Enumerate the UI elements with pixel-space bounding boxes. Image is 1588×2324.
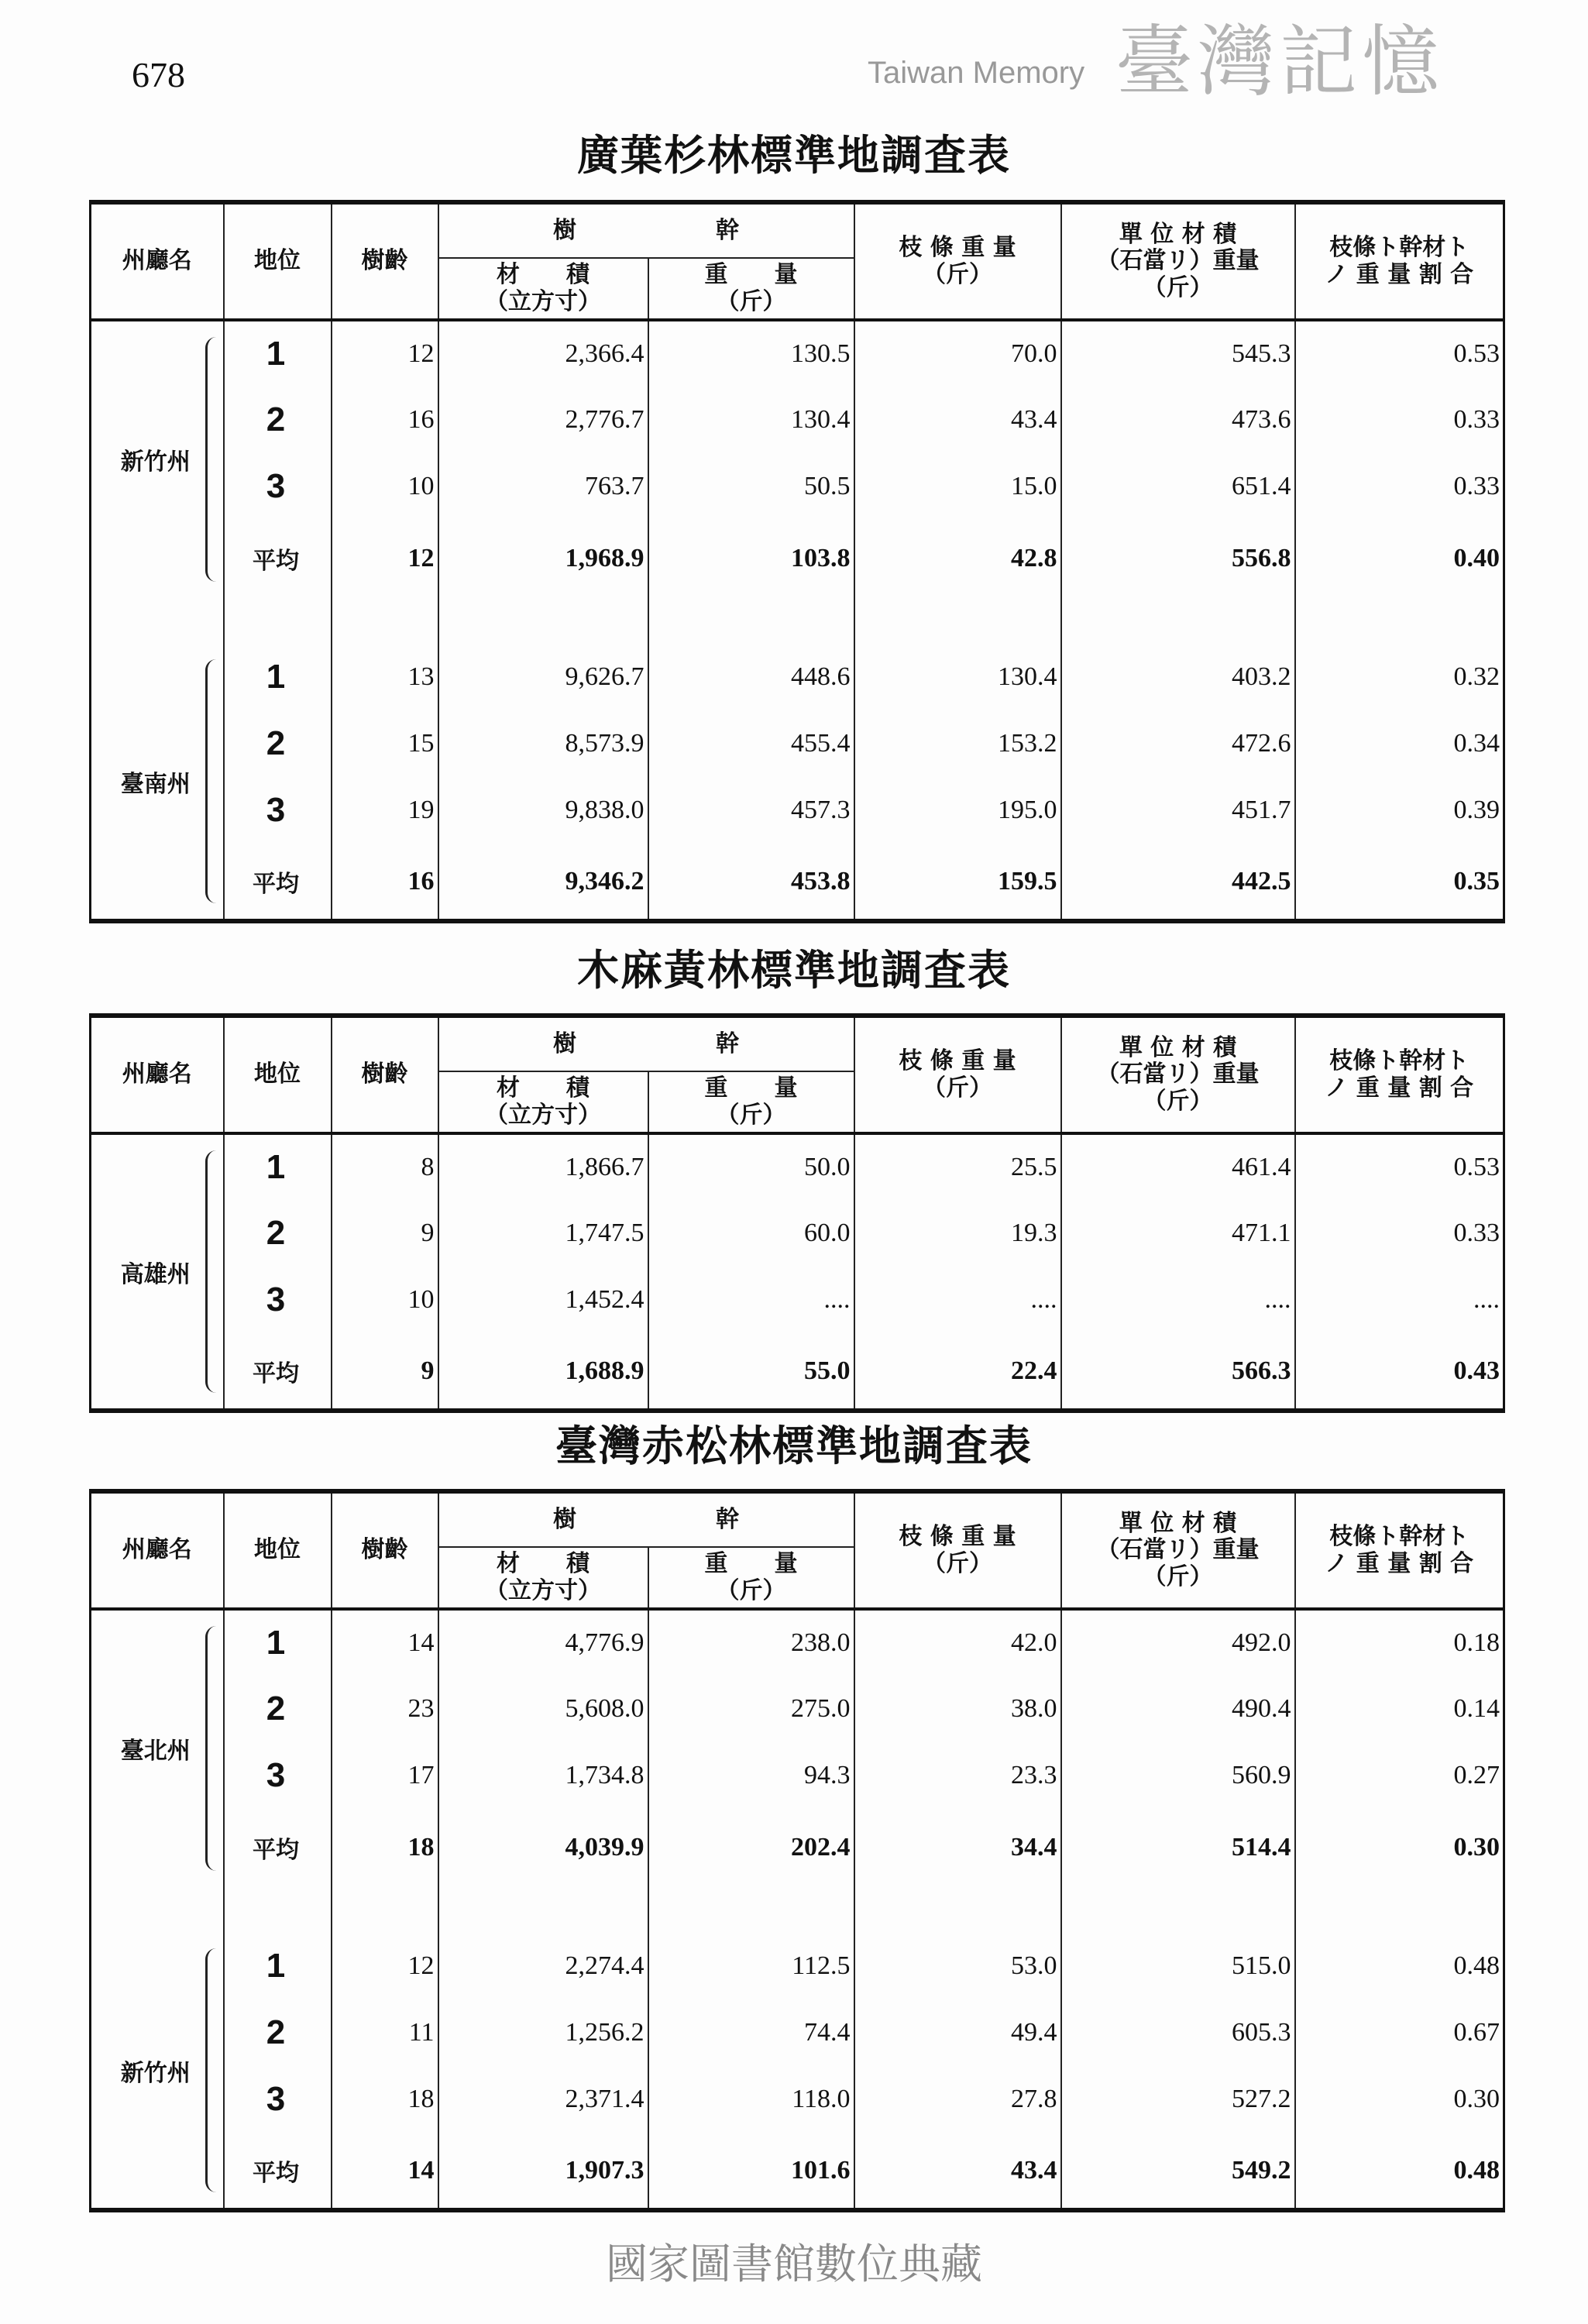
tree-age-cell: 10 [332,453,438,520]
header-text: 枝條ト幹材ト [1329,234,1469,261]
header-text: （石當リ）重量 [1096,1536,1260,1564]
stem-weight-cell: 453.8 [648,844,854,921]
spacer [332,1886,438,1933]
weight-ratio-cell: 0.33 [1295,453,1504,520]
unit-weight-cell: 514.4 [1061,1809,1295,1886]
header-branch-weight [854,1016,1061,1133]
header-volume [438,258,648,320]
weight-ratio-cell: 0.53 [1295,1133,1504,1200]
grade-cell: 3 [224,2066,332,2133]
tree-age-cell: 9 [332,1333,438,1411]
volume-cell: 1,256.2 [438,1999,648,2066]
header-text: 枝條ト幹材ト [1329,1047,1469,1074]
header-text: 重 量 [704,261,798,288]
table-row [91,1676,1504,1742]
stem-weight-cell: 74.4 [648,1999,854,2066]
survey-table-1 [89,200,1505,923]
grade-cell: 3 [224,777,332,844]
tree-age-cell: 8 [332,1133,438,1200]
region-label: 高雄州 [120,1260,191,1288]
stem-weight-cell: 202.4 [648,1809,854,1886]
unit-weight-cell: 492.0 [1061,1609,1295,1676]
unit-weight-cell: 556.8 [1061,520,1295,597]
branch-weight-cell: 42.0 [854,1609,1061,1676]
header-text: 州廳名 [122,1536,192,1564]
grade-cell: 3 [224,1267,332,1333]
header-text: ノ 重 量 割 合 [1325,260,1474,288]
stem-weight-cell: 103.8 [648,520,854,597]
header-stem-weight [648,1071,854,1133]
header-weight-ratio [1295,1016,1504,1133]
table-row [91,844,1504,921]
watermark: 臺灣記憶 [1115,16,1444,107]
header-region [91,1016,224,1133]
table-title-2: 木麻黃林標準地調査表 [577,945,1011,995]
weight-ratio-cell: 0.43 [1295,1333,1504,1411]
spacer [438,1886,648,1933]
grade-cell: 2 [224,710,332,777]
table-row [91,1809,1504,1886]
header-weight-ratio [1295,1491,1504,1609]
header-unit-weight [1061,202,1295,320]
header-text: （立方寸） [485,287,601,315]
stem-weight-cell: 55.0 [648,1333,854,1411]
header-age [332,1016,438,1133]
weight-ratio-cell: 0.67 [1295,1999,1504,2066]
unit-weight-cell: 515.0 [1061,1933,1295,1999]
branch-weight-cell: 153.2 [854,710,1061,777]
grade-cell: 2 [224,1200,332,1267]
header-branch-weight [854,202,1061,320]
volume-cell: 2,274.4 [438,1933,648,1999]
stem-weight-cell: 130.4 [648,387,854,453]
header-text: ノ 重 量 割 合 [1325,1074,1474,1102]
weight-ratio-cell: 0.27 [1295,1742,1504,1809]
weight-ratio-cell: 0.33 [1295,1200,1504,1267]
stem-weight-cell: 457.3 [648,777,854,844]
tree-age-cell: 13 [332,644,438,710]
unit-weight-cell: 471.1 [1061,1200,1295,1267]
spacer [224,597,332,644]
grade-cell: 1 [224,644,332,710]
watermark-subtext: Taiwan Memory [868,56,1085,90]
spacer [1061,1886,1295,1933]
header-text: （斤） [923,1549,992,1577]
header-text: 樹 幹 [553,216,739,244]
branch-weight-cell: 25.5 [854,1133,1061,1200]
tree-age-cell: 23 [332,1676,438,1742]
brace-icon [205,1948,218,2192]
weight-ratio-cell: 0.35 [1295,844,1504,921]
tree-age-cell: 12 [332,520,438,597]
grade-cell: 2 [224,1999,332,2066]
weight-ratio-cell: 0.34 [1295,710,1504,777]
table-row [91,453,1504,520]
branch-weight-cell: 43.4 [854,2133,1061,2210]
weight-ratio-cell: 0.30 [1295,1809,1504,1886]
stem-weight-cell: 448.6 [648,644,854,710]
volume-cell: 1,866.7 [438,1133,648,1200]
header-text: 樹齡 [361,1061,408,1088]
volume-cell: 1,968.9 [438,520,648,597]
stem-weight-cell: 130.5 [648,320,854,387]
volume-cell: 1,734.8 [438,1742,648,1809]
volume-cell: 5,608.0 [438,1676,648,1742]
header-text: 樹齡 [361,1536,408,1564]
region-name [91,644,224,921]
branch-weight-cell: 53.0 [854,1933,1061,1999]
region-name [91,1133,224,1411]
volume-cell: 1,452.4 [438,1267,648,1333]
branch-weight-cell: 19.3 [854,1200,1061,1267]
region-label: 臺南州 [120,770,191,798]
header-stem [438,1491,854,1547]
header-text: （石當リ）重量 [1096,247,1260,275]
brace-icon [205,1150,218,1393]
branch-weight-cell: 42.8 [854,520,1061,597]
grade-cell: 1 [224,1609,332,1676]
header-text: （斤） [716,1576,786,1604]
weight-ratio-cell: 0.48 [1295,1933,1504,1999]
unit-weight-cell: 566.3 [1061,1333,1295,1411]
stem-weight-cell: 455.4 [648,710,854,777]
header-text: （斤） [923,1074,992,1102]
table-row [91,1133,1504,1200]
spacer [1295,597,1504,644]
grade-cell: 1 [224,320,332,387]
branch-weight-cell: 22.4 [854,1333,1061,1411]
tree-age-cell: 10 [332,1267,438,1333]
grade-cell: 1 [224,1133,332,1200]
unit-weight-cell: 651.4 [1061,453,1295,520]
header-text: 州廳名 [122,1061,192,1088]
header-text: 地位 [254,1061,301,1088]
unit-weight-cell: 527.2 [1061,2066,1295,2133]
branch-weight-cell: 49.4 [854,1999,1061,2066]
table-title-3: 臺灣赤松林標準地調査表 [555,1421,1033,1470]
header-stem-weight [648,1547,854,1609]
branch-weight-cell: 43.4 [854,387,1061,453]
grade-cell: 2 [224,1676,332,1742]
table-row [91,320,1504,387]
spacer [648,597,854,644]
survey-table-2 [89,1013,1505,1413]
spacer [1295,1886,1504,1933]
table-row [91,2133,1504,2210]
header-stem [438,1016,854,1071]
branch-weight-cell: 34.4 [854,1809,1061,1886]
header-text: 樹 幹 [553,1030,739,1057]
header-text: 地位 [254,1536,301,1564]
grade-cell: 3 [224,453,332,520]
region-name [91,1609,224,1886]
spacer [91,1886,224,1933]
table-row [91,1609,1504,1676]
volume-cell: 8,573.9 [438,710,648,777]
header-region [91,202,224,320]
header-text: （斤） [1143,1563,1213,1590]
table-row [91,2066,1504,2133]
tree-age-cell: 16 [332,844,438,921]
unit-weight-cell: 461.4 [1061,1133,1295,1200]
tree-age-cell: 18 [332,1809,438,1886]
stem-weight-cell: 101.6 [648,2133,854,2210]
branch-weight-cell: 27.8 [854,2066,1061,2133]
unit-weight-cell: 473.6 [1061,387,1295,453]
branch-weight-cell: 15.0 [854,453,1061,520]
unit-weight-cell: 605.3 [1061,1999,1295,2066]
stem-weight-cell: 275.0 [648,1676,854,1742]
unit-weight-cell: .... [1061,1267,1295,1333]
volume-cell: 2,776.7 [438,387,648,453]
header-text: （斤） [1143,273,1213,301]
spacer [438,597,648,644]
header-text: 枝條ト幹材ト [1329,1523,1469,1550]
grade-cell: 平均 [224,1333,332,1411]
header-text: 重 量 [704,1550,798,1577]
stem-weight-cell: 238.0 [648,1609,854,1676]
stem-weight-cell: 112.5 [648,1933,854,1999]
tree-age-cell: 14 [332,2133,438,2210]
weight-ratio-cell: 0.48 [1295,2133,1504,2210]
stem-weight-cell: 94.3 [648,1742,854,1809]
weight-ratio-cell: 0.33 [1295,387,1504,453]
header-text: 重 量 [704,1074,798,1102]
weight-ratio-cell: 0.32 [1295,644,1504,710]
branch-weight-cell: 70.0 [854,320,1061,387]
header-text: 單 位 材 積 [1119,1033,1237,1061]
header-text: 樹 幹 [553,1505,739,1533]
volume-cell: 4,039.9 [438,1809,648,1886]
unit-weight-cell: 549.2 [1061,2133,1295,2210]
header-text: 單 位 材 積 [1119,220,1237,248]
weight-ratio-cell: 0.30 [1295,2066,1504,2133]
header-text: 枝 條 重 量 [899,234,1016,261]
branch-weight-cell: 130.4 [854,644,1061,710]
unit-weight-cell: 451.7 [1061,777,1295,844]
table-row [91,1933,1504,1999]
unit-weight-cell: 472.6 [1061,710,1295,777]
branch-weight-cell: .... [854,1267,1061,1333]
weight-ratio-cell: 0.18 [1295,1609,1504,1676]
weight-ratio-cell: 0.14 [1295,1676,1504,1742]
branch-weight-cell: 195.0 [854,777,1061,844]
header-unit-weight [1061,1491,1295,1609]
volume-cell: 9,626.7 [438,644,648,710]
volume-cell: 2,371.4 [438,2066,648,2133]
header-text: 州廳名 [122,247,192,275]
unit-weight-cell: 560.9 [1061,1742,1295,1809]
brace-icon [205,659,218,903]
header-text: 枝 條 重 量 [899,1047,1016,1074]
branch-weight-cell: 38.0 [854,1676,1061,1742]
header-text: 材 積 [497,261,589,288]
grade-cell: 3 [224,1742,332,1809]
header-age [332,1491,438,1609]
header-text: （斤） [1143,1087,1213,1115]
stem-weight-cell: 118.0 [648,2066,854,2133]
unit-weight-cell: 403.2 [1061,644,1295,710]
header-weight-ratio [1295,202,1504,320]
grade-cell: 平均 [224,2133,332,2210]
stem-weight-cell: .... [648,1267,854,1333]
grade-cell: 平均 [224,1809,332,1886]
header-region [91,1491,224,1609]
spacer [91,597,224,644]
tree-age-cell: 17 [332,1742,438,1809]
region-name [91,320,224,597]
stem-weight-cell: 50.5 [648,453,854,520]
tree-age-cell: 9 [332,1200,438,1267]
spacer [854,1886,1061,1933]
header-text: 樹齡 [361,247,408,275]
header-text: ノ 重 量 割 合 [1325,1549,1474,1577]
grade-cell: 平均 [224,844,332,921]
unit-weight-cell: 545.3 [1061,320,1295,387]
header-text: 枝 條 重 量 [899,1523,1016,1550]
grade-cell: 平均 [224,520,332,597]
table-row [91,644,1504,710]
tree-age-cell: 11 [332,1999,438,2066]
header-text: （石當リ）重量 [1096,1061,1260,1088]
volume-cell: 4,776.9 [438,1609,648,1676]
brace-icon [205,337,218,582]
volume-cell: 1,747.5 [438,1200,648,1267]
page-number: 678 [132,55,185,95]
header-grade [224,1016,332,1133]
tree-age-cell: 18 [332,2066,438,2133]
spacer [332,597,438,644]
header-unit-weight [1061,1016,1295,1133]
tree-age-cell: 14 [332,1609,438,1676]
header-text: （立方寸） [485,1576,601,1604]
region-label: 臺北州 [120,1738,191,1765]
header-text: （斤） [923,260,992,288]
table-row [91,710,1504,777]
spacer [224,1886,332,1933]
header-stem [438,202,854,258]
tree-age-cell: 12 [332,320,438,387]
region-name [91,1933,224,2210]
unit-weight-cell: 490.4 [1061,1676,1295,1742]
weight-ratio-cell: 0.53 [1295,320,1504,387]
header-text: 材 積 [497,1550,589,1577]
table-row [91,777,1504,844]
spacer [1061,597,1295,644]
brace-icon [205,1626,218,1871]
table-row [91,387,1504,453]
header-text: （立方寸） [485,1101,601,1129]
tree-age-cell: 19 [332,777,438,844]
table-row [91,1999,1504,2066]
header-text: 單 位 材 積 [1119,1509,1237,1537]
header-text: （斤） [716,1101,786,1129]
header-stem-weight [648,258,854,320]
spacer [854,597,1061,644]
stem-weight-cell: 50.0 [648,1133,854,1200]
tree-age-cell: 15 [332,710,438,777]
volume-cell: 9,346.2 [438,844,648,921]
volume-cell: 1,688.9 [438,1333,648,1411]
header-volume [438,1071,648,1133]
table-row [91,520,1504,597]
volume-cell: 763.7 [438,453,648,520]
grade-cell: 1 [224,1933,332,1999]
branch-weight-cell: 159.5 [854,844,1061,921]
weight-ratio-cell: 0.40 [1295,520,1504,597]
weight-ratio-cell: .... [1295,1267,1504,1333]
tree-age-cell: 12 [332,1933,438,1999]
table-title-1: 廣葉杉林標準地調査表 [577,130,1011,180]
table-row [91,1267,1504,1333]
table-row [91,1742,1504,1809]
spacer [648,1886,854,1933]
header-age [332,202,438,320]
grade-cell: 2 [224,387,332,453]
table-row [91,1200,1504,1267]
header-text: （斤） [716,287,786,315]
weight-ratio-cell: 0.39 [1295,777,1504,844]
header-branch-weight [854,1491,1061,1609]
unit-weight-cell: 442.5 [1061,844,1295,921]
footer-credit: 國家圖書館數位典藏 [606,2240,982,2288]
header-text: 材 積 [497,1074,589,1102]
header-text: 地位 [254,247,301,275]
header-grade [224,1491,332,1609]
branch-weight-cell: 23.3 [854,1742,1061,1809]
table-row [91,1333,1504,1411]
stem-weight-cell: 60.0 [648,1200,854,1267]
header-volume [438,1547,648,1609]
survey-table-3 [89,1489,1505,2212]
region-label: 新竹州 [120,2059,191,2087]
volume-cell: 1,907.3 [438,2133,648,2210]
tree-age-cell: 16 [332,387,438,453]
volume-cell: 9,838.0 [438,777,648,844]
volume-cell: 2,366.4 [438,320,648,387]
header-grade [224,202,332,320]
region-label: 新竹州 [120,449,191,476]
